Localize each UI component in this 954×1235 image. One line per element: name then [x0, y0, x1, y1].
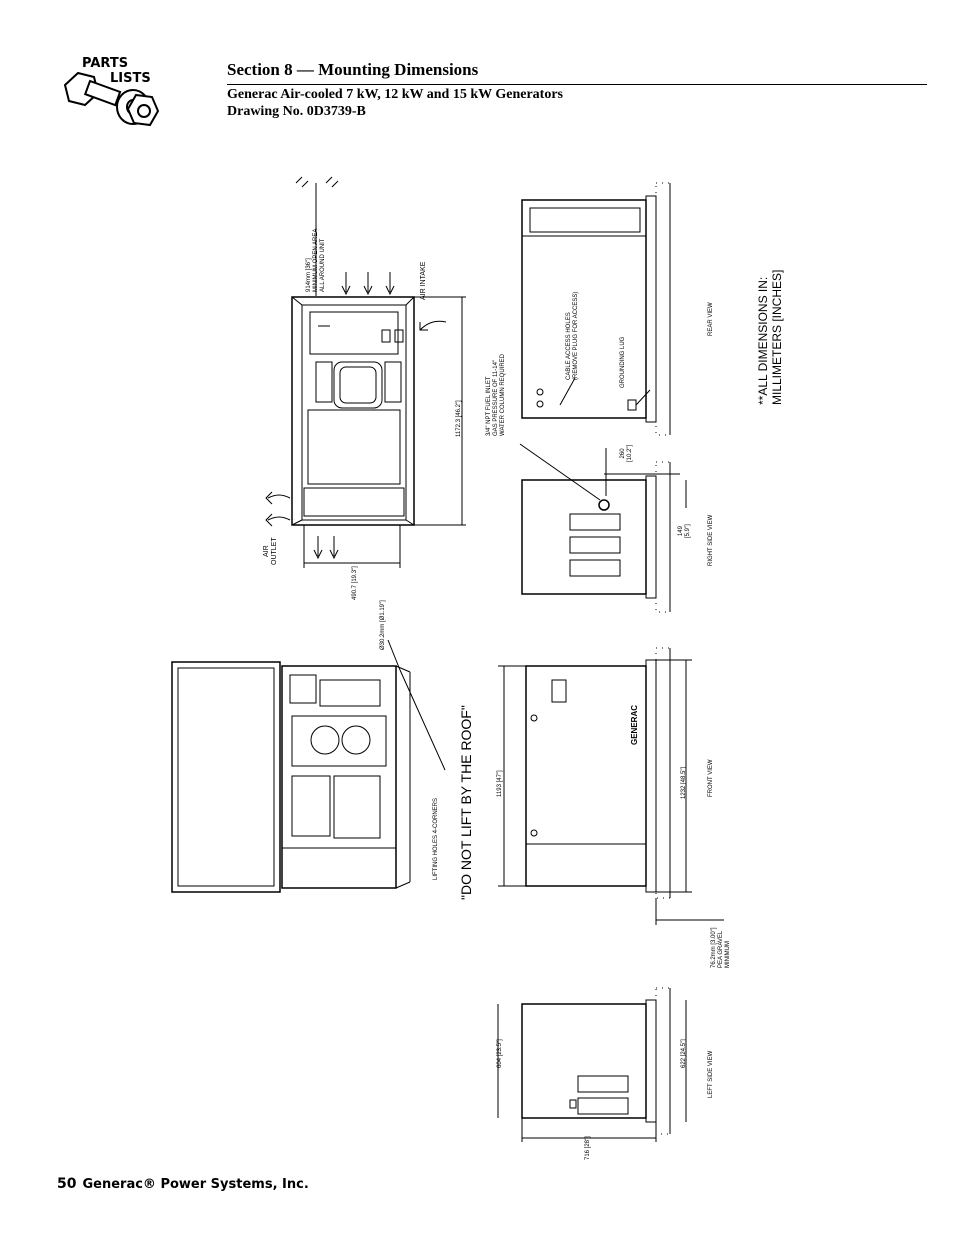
air-outlet-line-2: OUTLET	[271, 537, 278, 565]
air-outlet-label	[263, 537, 279, 565]
dim-hole: Ø30.2mm [Ø1.19"]	[380, 600, 386, 650]
page-footer	[57, 1176, 309, 1192]
all-dims-line-2: MILLIMETERS [INCHES]	[770, 269, 784, 405]
front-view	[498, 648, 724, 925]
air-outlet-line-1: AIR	[263, 545, 270, 558]
top-view	[266, 177, 466, 568]
dim-1193: 1193 [47"]	[497, 770, 503, 797]
air-intake-label: AIR INTAKE	[420, 261, 427, 300]
left-side-view-label: LEFT SIDE VIEW	[708, 1050, 714, 1098]
dim-622: 622 [24.5"]	[681, 1039, 687, 1068]
open-enclosure-plan	[172, 640, 445, 892]
fuel-line-1: 3/4" NPT FUEL INLET	[486, 376, 492, 436]
dim-149	[678, 524, 692, 538]
cable-access-label	[566, 292, 580, 380]
clearance-line-1: 914mm [36"]	[306, 258, 312, 292]
dim-716: 716 [28"]	[585, 1136, 591, 1160]
front-view-label: FRONT VIEW	[708, 759, 714, 797]
gravel-line-2: PEA GRAVEL	[718, 930, 724, 968]
dim-490: 490.7 [19.3"]	[352, 566, 358, 600]
clearance-line-2: MINIMUM OPEN AREA	[313, 228, 319, 292]
all-dims-line-1: **ALL DIMENSIONS IN:	[756, 276, 770, 405]
grounding-lug-label: GROUNDING LUG	[620, 336, 626, 388]
cable-line-1: CABLE ACCESS HOLES	[566, 312, 572, 380]
generac-logo: GENERAC	[630, 704, 639, 745]
dim-260-line-2: [10.2"]	[627, 444, 633, 462]
left-side-view	[498, 988, 686, 1142]
subtitle-line-1: Generac Air-cooled 7 kW, 12 kW and 15 kW Generators	[227, 87, 563, 102]
fuel-line-3: WATER COLUMN REQUIRED	[500, 353, 506, 436]
right-side-view	[520, 444, 686, 612]
fuel-line-2: GAS PRESSURE OF 11-14"	[493, 359, 499, 436]
rear-view-label: REAR VIEW	[708, 302, 714, 336]
gravel-line-3: MINIMUM	[725, 941, 731, 968]
right-side-view-label: RIGHT SIDE VIEW	[708, 514, 714, 566]
section-title: Section 8 — Mounting Dimensions	[227, 60, 479, 79]
lists-label: LISTS	[110, 71, 151, 86]
dim-1172: 1172.3 [46.2"]	[456, 400, 462, 437]
clearance-line-3: ALL AROUND UNIT	[320, 238, 326, 292]
dim-1232: 1232 [48.5"]	[681, 766, 687, 799]
pea-gravel-label	[711, 928, 732, 968]
dim-604: 604 [23.5"]	[497, 1039, 503, 1068]
dim-149-line-1: 149	[678, 526, 684, 537]
subtitle-line-2: Drawing No. 0D3739-B	[227, 104, 366, 119]
company-name: Generac® Power Systems, Inc.	[82, 1177, 309, 1192]
dim-260	[620, 445, 634, 462]
fuel-inlet-label	[486, 354, 507, 436]
clearance-label	[306, 229, 327, 292]
page-number: 50	[57, 1176, 77, 1192]
all-dimensions-note	[756, 270, 784, 405]
do-not-lift-warning: "DO NOT LIFT BY THE ROOF"	[458, 705, 474, 900]
dim-149-line-2: [5.9"]	[685, 524, 691, 538]
lifting-holes-label: LIFTING HOLES 4-CORNERS	[433, 797, 439, 880]
parts-label: PARTS	[82, 56, 129, 71]
rear-view	[522, 183, 670, 435]
gravel-line-1: 76.2mm [3.00"]	[711, 927, 717, 968]
dim-260-line-1: 260	[620, 448, 626, 459]
cable-line-2: (REMOVE PLUG FOR ACCESS)	[573, 291, 579, 380]
